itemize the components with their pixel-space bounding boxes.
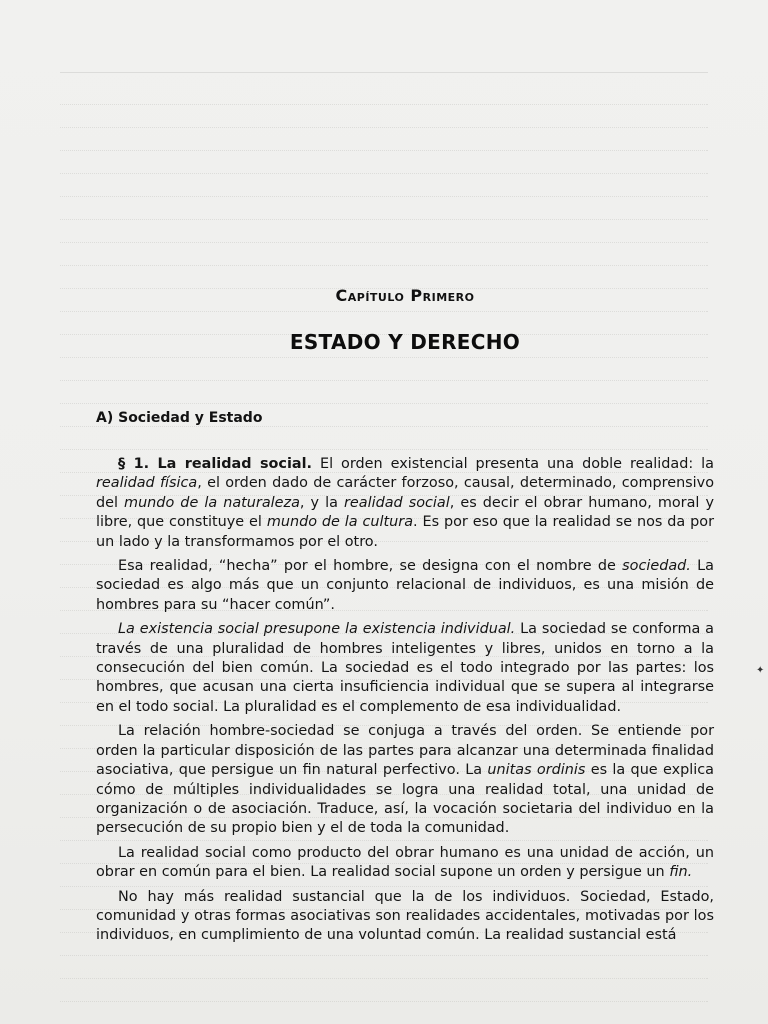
body-text: [96, 455, 714, 951]
text-run: , es decir el obrar humano, moral y libre, que constituye el: [96, 494, 714, 531]
chapter-title: ESTADO Y DERECHO: [289, 330, 521, 354]
text-run: Esa realidad, “hecha” por el hombre, se designa con el nombre de: [118, 558, 623, 575]
paragraph-2: [96, 557, 714, 615]
italic-term: La existencia social presupone la existencia individual.: [118, 621, 516, 638]
italic-term: fin.: [669, 864, 693, 881]
paragraph-5: [96, 844, 714, 883]
text-run: es la que explica cómo de múltiples individualidades se logra una realidad total, una unidad de organización o de asociación. Traduce, así, la vocación societaria del individuo en la persecución de su propio bien y el de toda la comunidad.: [96, 762, 714, 837]
paragraph-3: [96, 620, 714, 717]
italic-term: mundo de la naturaleza: [124, 494, 300, 511]
bleed-header-rule: [60, 72, 708, 73]
text-run: La relación hombre-sociedad se conjuga a través del orden. Se entiende por orden la particular disposición de las partes para alcanzar una determinada finalidad asociativa, que persigue un fin natural perfectivo. La: [96, 723, 714, 779]
paragraph-lead-heading: § 1. La realidad social.: [118, 456, 312, 472]
text-run: , y la: [299, 494, 344, 511]
text-run: , el orden dado de carácter forzoso, causal, determinado, comprensivo del: [96, 475, 715, 511]
chapter-label: Capítulo Primero: [335, 286, 475, 305]
italic-term: realidad física: [96, 475, 198, 492]
text-run: . Es por eso que la realidad se nos da por un lado y la transformamos por el otro.: [96, 514, 714, 550]
text-run: El orden existencial presenta una doble realidad: la: [312, 456, 714, 472]
italic-term: mundo de la cultura: [266, 514, 414, 531]
text-run: No hay más realidad sustancial que la de los individuos. Sociedad, Estado, comunidad y otras formas asociativas son realidades accidentales, motivadas por los individuos, en cumplimiento de una voluntad común. La realidad sustancial está: [96, 888, 714, 944]
paragraph-4: [96, 722, 714, 838]
scan-speck: ✦: [756, 665, 765, 676]
section-heading: A) Sociedad y Estado: [96, 410, 263, 426]
text-run: La realidad social como producto del obrar humano es una unidad de acción, un obrar en común para el bien. La realidad social supone un orden y persigue un: [96, 844, 714, 881]
text-run: La sociedad se conforma a través de una pluralidad de hombres inteligentes y libres, unidos en torno a la consecución del bien común. La sociedad es el todo integrado por las partes: los hombres, que acusan una cierta insuficiencia individual que se supera al integrarse en el todo social. La pluralidad es el complemento de esa individualidad.: [96, 621, 714, 715]
italic-term: unitas ordinis: [487, 762, 586, 779]
paragraph-6: [96, 888, 714, 946]
paragraph-1: [96, 455, 714, 552]
text-run: La sociedad es algo más que un conjunto relacional de individuos, es una misión de hombres para su “hacer común”.: [96, 558, 714, 613]
italic-term: realidad social: [343, 494, 450, 511]
italic-term: sociedad.: [622, 558, 691, 575]
